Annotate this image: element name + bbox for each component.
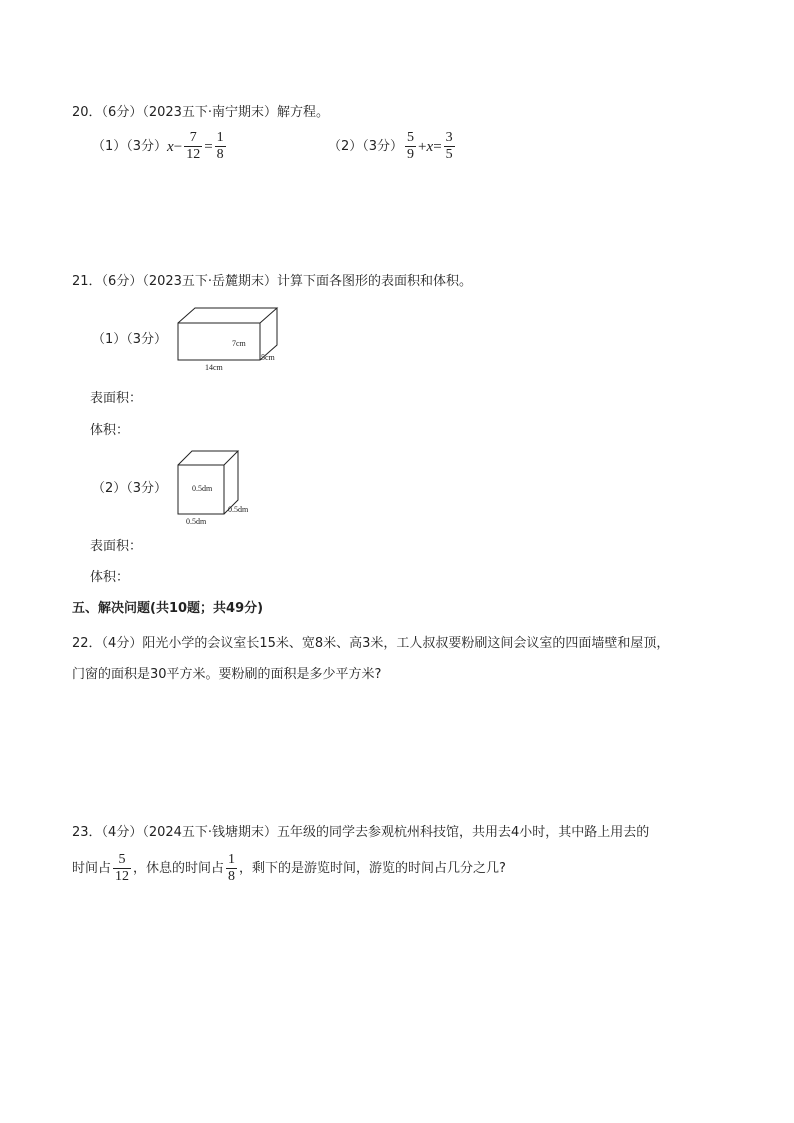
- fraction-numerator: 1: [216, 130, 224, 145]
- cuboid-figure: [170, 305, 290, 375]
- fraction-numerator: 1: [228, 852, 236, 867]
- q21-header: 21．（6分）（2023五下·岳麓期末）计算下面各图形的表面积和体积。: [72, 274, 473, 289]
- q20-part1: [92, 130, 228, 163]
- fraction-numerator: 5: [407, 130, 415, 145]
- cube-depth-label: 0.5dm: [228, 505, 249, 514]
- q20-part2-equals: =: [433, 138, 442, 155]
- q21-part1-label: （1）（3分）: [92, 332, 168, 347]
- q20-part1-label: （1）（3分）: [92, 138, 168, 154]
- cube-height-label: 0.5dm: [192, 484, 213, 493]
- q20-part2-label: （2）（3分）: [328, 138, 404, 154]
- q23-line2-text-c: ，剩下的是游览时间，游览的时间占几分之几?: [239, 860, 506, 876]
- q21-part1-volume-label: 体积：: [90, 423, 130, 438]
- q22-line1: 22．（4分）阳光小学的会议室长15米、宽8米、高3米，工人叔叔要粉刷这间会议室的四面墙壁和屋顶，: [72, 636, 670, 651]
- q20-part2-fraction-b: [444, 130, 455, 163]
- q23-line2: [72, 852, 506, 885]
- q20-part2-plus: +: [418, 138, 427, 155]
- fraction-numerator: 5: [118, 852, 126, 867]
- cuboid-height-label: 7cm: [232, 339, 246, 348]
- section-five-title: 五、解决问题(共10题；共49分): [72, 601, 264, 616]
- cuboid-length-label: 14cm: [205, 363, 223, 372]
- cuboid-top-face: [178, 308, 277, 323]
- cube-length-label: 0.5dm: [186, 517, 207, 526]
- q20-part1-fraction-a: [184, 130, 202, 163]
- q23-line2-text-b: ，休息的时间占: [133, 860, 225, 876]
- fraction-numerator: 7: [189, 130, 197, 145]
- q20-part1-var: x: [167, 138, 174, 155]
- q23-fraction-travel: [113, 852, 131, 885]
- cube-top-face: [178, 451, 238, 465]
- q20-part1-minus: −: [173, 138, 183, 155]
- q23-line2-text-a: 时间占: [72, 860, 112, 876]
- q20-part2-fraction-a: [405, 130, 416, 163]
- q20-part1-fraction-b: [215, 130, 226, 163]
- fraction-denominator: 12: [115, 869, 130, 884]
- cube-figure: [170, 447, 265, 532]
- q20-part1-equals: =: [204, 138, 213, 155]
- q21-part2-surface-label: 表面积：: [90, 539, 143, 554]
- q23-line1: 23．（4分）（2024五下·钱塘期末）五年级的同学去参观杭州科技馆，共用去4小时，其中路上用去的: [72, 825, 650, 840]
- q23-fraction-rest: [226, 852, 237, 885]
- q20-part2-var: x: [426, 138, 434, 155]
- fraction-denominator: 8: [216, 147, 224, 162]
- fraction-denominator: 12: [186, 147, 201, 162]
- q21-part1-surface-label: 表面积：: [90, 391, 143, 406]
- fraction-denominator: 9: [407, 147, 415, 162]
- q20-part2: [328, 130, 457, 163]
- q21-part2-label: （2）（3分）: [92, 481, 168, 496]
- q22-line2: 门窗的面积是30平方米。要粉刷的面积是多少平方米?: [72, 667, 382, 682]
- fraction-denominator: 8: [228, 869, 236, 884]
- fraction-numerator: 3: [445, 130, 453, 145]
- cuboid-front-face: [178, 323, 260, 360]
- fraction-denominator: 5: [445, 147, 453, 162]
- q21-part2-volume-label: 体积：: [90, 570, 130, 585]
- cuboid-depth-label: 5cm: [261, 353, 275, 362]
- q20-header: 20．（6分）（2023五下·南宁期末）解方程。: [72, 105, 330, 120]
